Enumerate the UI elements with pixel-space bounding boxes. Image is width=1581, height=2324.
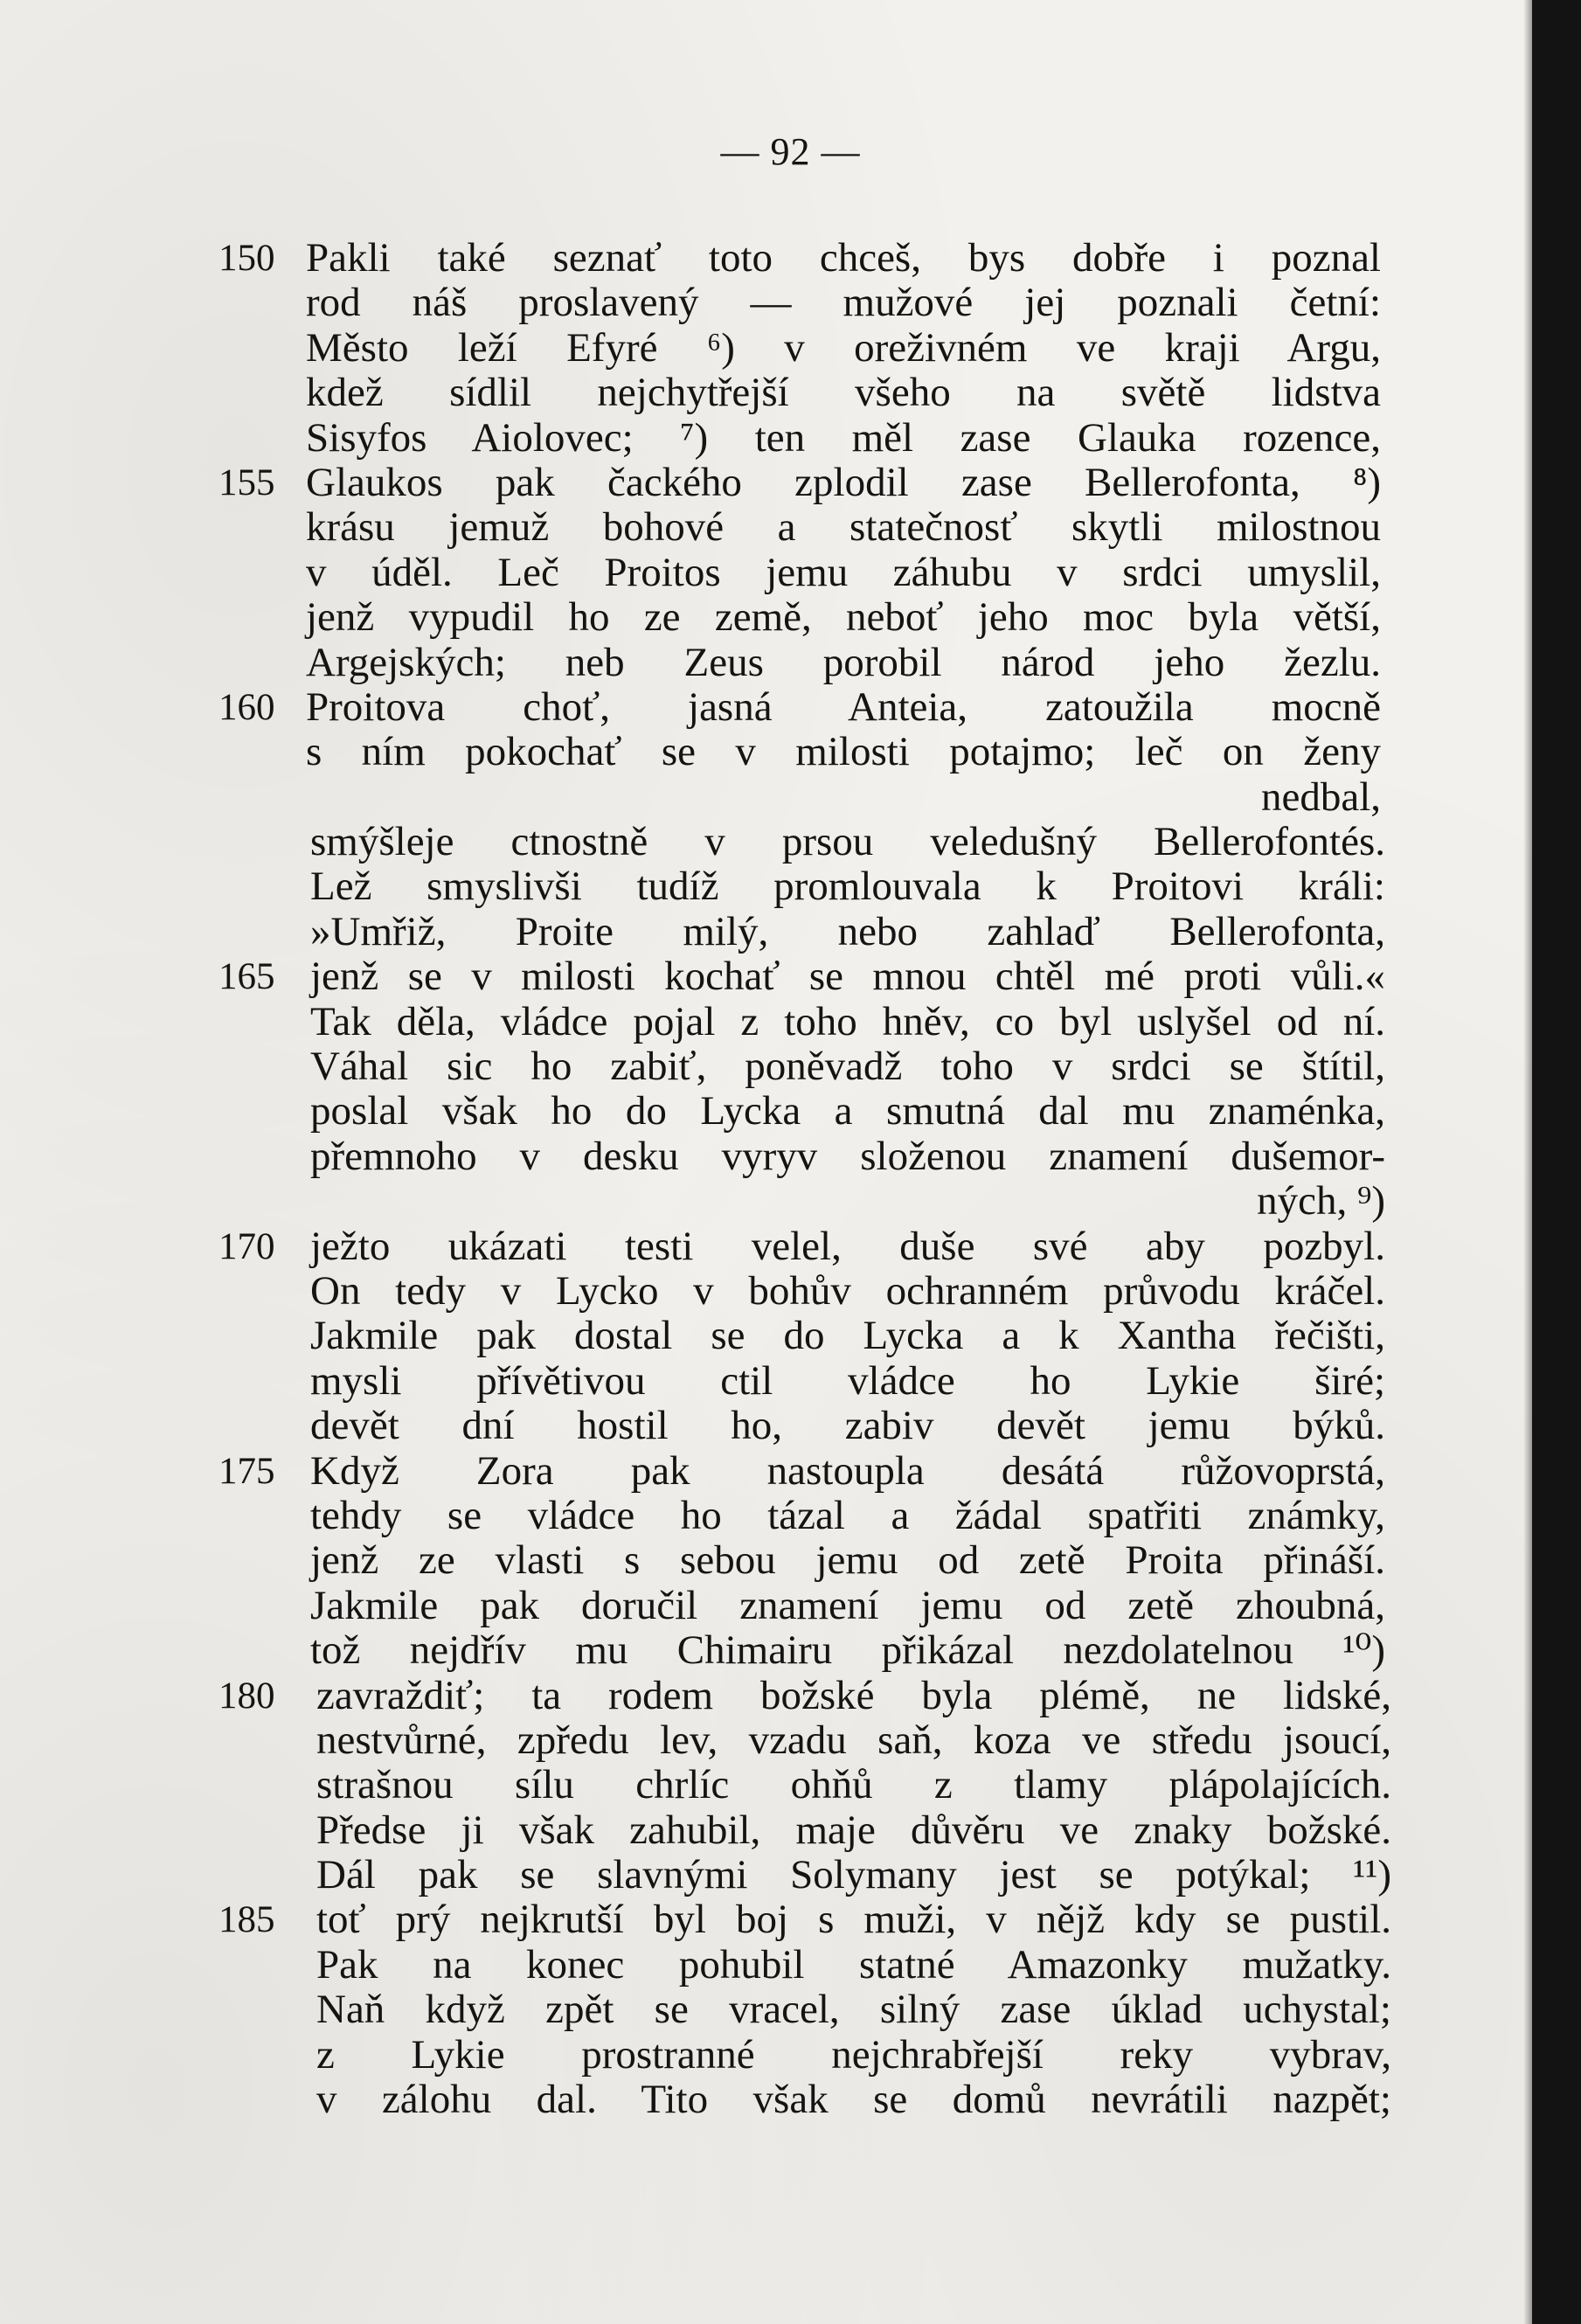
verse-text: ježto ukázati testi velel, duše své aby pozbyl. [310,1223,1385,1269]
page-number: — 92 — [720,130,861,173]
verse-text: Předse ji však zahubil, maje důvěru ve znaky božské. [316,1807,1391,1853]
verse-line [0,1224,1538,1269]
verse-line [0,1943,1538,1988]
verse-text: Jakmile pak doručil znamení jemu od zetě zhoubná, [310,1582,1385,1628]
line-number: 165 [218,956,275,998]
verse-text: mysli přívětivou ctil vládce ho Lykie širé; [310,1357,1385,1404]
verse-line [0,685,1538,730]
verse-line [0,730,1538,774]
verse-line [0,864,1538,909]
verse-text: Sisyfos Aiolovec; ⁷) ten měl zase Glauka rozence, [306,414,1381,461]
verse-line [0,1404,1538,1448]
verse-line [0,1494,1538,1538]
verse-line [0,416,1538,461]
verse-text: Váhal sic ho zabiť, poněvadž toho v srdci se štítil, [310,1044,1385,1090]
verse-line [0,1089,1538,1134]
verse-line [0,236,1538,281]
verse-text: jenž vypudil ho ze země, neboť jeho moc byla větší, [306,594,1381,641]
verse-text: rod náš proslavený — mužové jej poznali četní: [306,280,1381,326]
verse-line [0,2033,1538,2078]
verse-text: strašnou sílu chrlíc ohňů z tlamy plápolajících. [316,1762,1391,1808]
verse-line [0,1314,1538,1358]
verse-line [0,1584,1538,1628]
verse-text: Jakmile pak dostal se do Lycka a k Xantha řečišti, [310,1313,1385,1359]
line-number: 180 [218,1675,275,1717]
verse-text: Glaukos pak čackého zplodil zase Bellerofonta, ⁸) [306,459,1381,505]
verse-text: Tak děla, vládce pojal z toho hněv, co byl uslyšel od ní. [310,998,1385,1044]
verse-line [0,505,1538,550]
verse-text: tož nejdřív mu Chimairu přikázal nezdolatelnou ¹⁰) [310,1627,1385,1674]
verse-text: nestvůrné, zpředu lev, vzadu saň, koza ve středu jsoucí, [316,1717,1391,1763]
verse-text: toť prý nejkrutší byl boj s muži, v nějž kdy se pustil. [316,1897,1391,1943]
verse-text: ných, ⁹) [1257,1178,1385,1224]
verse-text: zavraždiť; ta rodem božské byla plémě, ne lidské, [316,1672,1391,1718]
verse-text: přemnoho v desku vyryv složenou znamení dušemor- [310,1133,1385,1179]
verse-text: poslal však ho do Lycka a smutná dal mu znaménka, [310,1088,1385,1134]
verse-text: nedbal, [1260,774,1381,820]
verse-line [0,1044,1538,1089]
verse-text: v zálohu dal. Tito však se domů nevrátili nazpět; [316,2077,1391,2123]
line-number: 185 [218,1899,275,1941]
verse-line [0,1763,1538,1807]
verse-text: jenž ze vlasti s sebou jemu od zetě Proita přináší. [310,1537,1385,1584]
verse-line [0,641,1538,685]
verse-line [0,595,1538,640]
verse-line [0,1674,1538,1718]
verse-line [0,1988,1538,2032]
verse-text: Lež smyslivši tudíž promlouvala k Proitovi králi: [310,864,1385,910]
verse-line [0,775,1538,820]
scan-edge [1532,0,1581,2324]
verse-text: krásu jemuž bohové a statečnosť skytli milostnou [306,504,1381,551]
verse-line [0,1134,1538,1179]
verse-line [0,820,1538,864]
verse-line [0,461,1538,505]
verse-text: Argejských; neb Zeus porobil národ jeho žezlu. [306,639,1381,685]
verse-text: kdež sídlil nejchytřejší všeho na světě lidstva [306,370,1381,416]
verse-line [0,1000,1538,1044]
verse-line [0,2078,1538,2122]
verse-text: v úděl. Leč Proitos jemu záhubu v srdci umyslil, [306,549,1381,595]
verse-line [0,1718,1538,1763]
line-number: 160 [218,686,275,728]
line-number: 170 [218,1225,275,1267]
verse-line [0,1853,1538,1897]
verse-line [0,910,1538,954]
verse-text: s ním pokochať se v milosti potajmo; leč on ženy [306,729,1381,775]
verse-line [0,281,1538,325]
verse-line [0,1808,1538,1853]
verse-text: devět dní hostil ho, zabiv devět jemu býků. [310,1403,1385,1449]
verse-text: Pak na konec pohubil statné Amazonky mužatky. [316,1941,1391,1988]
verse-text: Pakli také seznať toto chceš, bys dobře i poznal [306,235,1381,281]
verse-line [0,1897,1538,1942]
verse-line [0,1269,1538,1314]
verse-text: Město leží Efyré ⁶) v oreživném ve kraji Argu, [306,324,1381,371]
line-number: 175 [218,1450,275,1492]
verse-text: Proitova choť, jasná Anteia, zatoužila mocně [306,683,1381,730]
verse-text: »Umřiž, Proite milý, nebo zahlaď Bellerofonta, [310,908,1385,954]
verse-text: Naň když zpět se vracel, silný zase úklad uchystal; [316,1987,1391,2033]
verse-line [0,1628,1538,1673]
verse-line [0,551,1538,595]
poem-body [0,236,1538,2122]
verse-line [0,1179,1538,1224]
verse-text: smýšleje ctnostně v prsou veledušný Bellerofontés. [310,819,1385,865]
verse-text: Dál pak se slavnými Solymany jest se potýkal; ¹¹) [316,1852,1391,1898]
verse-text: jenž se v milosti kochať se mnou chtěl mé proti vůli.« [310,954,1385,1000]
verse-line [0,1449,1538,1494]
verse-text: z Lykie prostranné nejchrabřejší reky vybrav, [316,2031,1391,2078]
verse-line [0,1359,1538,1404]
verse-line [0,954,1538,999]
line-number: 155 [218,461,275,503]
verse-text: On tedy v Lycko v bohův ochranném průvodu kráčel. [310,1267,1385,1314]
verse-text: tehdy se vládce ho tázal a žádal spatřiti známky, [310,1492,1385,1538]
line-number: 150 [218,238,275,279]
verse-text: Když Zora pak nastoupla desátá růžovoprstá, [310,1447,1385,1494]
verse-line [0,326,1538,371]
verse-line [0,1538,1538,1583]
verse-line [0,371,1538,415]
